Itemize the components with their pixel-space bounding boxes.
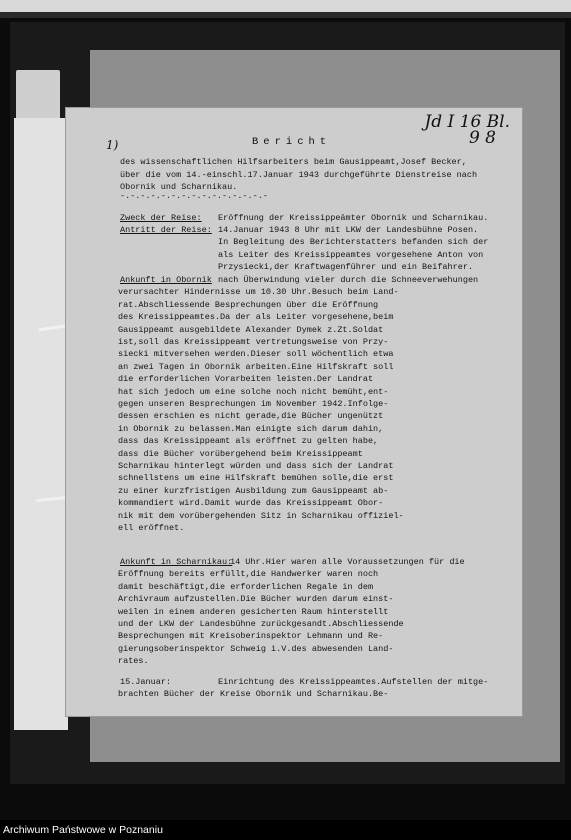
section-text-line: Przysiecki,der Kraftwagenführer und ein Beifahrer. <box>218 262 474 273</box>
section-text-line: des Kreissippeamtes.Da der als Leiter vorgesehene,beim <box>118 312 394 323</box>
archive-footer: Archiwum Państwowe w Poznaniu <box>0 820 571 840</box>
section-text-line: dass das Kreissippeamt als eröffnet zu gelten habe, <box>118 436 379 447</box>
folio-number: 9 8 <box>468 128 496 148</box>
section-text-line: In Begleitung des Berichterstatters befanden sich der <box>218 237 489 248</box>
section-text-line: weilen in einem anderen gesicherten Raum hinterstellt <box>118 606 389 617</box>
section-text-line: Eröffnung der Kreissippeämter Obornik und Scharnikau. <box>218 213 489 223</box>
section-text-line: rat.Abschliessende Besprechungen über die Eröffnung <box>118 299 379 310</box>
section-text-line: dessen erschien es nicht gerade,die Bücher ungenützt <box>118 411 384 422</box>
section-text-line: ell eröffnet. <box>118 523 185 533</box>
document-page <box>66 108 522 716</box>
folio-reference: Jd I 16 Bl. <box>424 112 510 132</box>
section-label: Zweck der Reise: <box>120 213 202 223</box>
section-text-line: Gausippeamt ausgebildete Alexander Dymek z.Zt.Soldat <box>118 324 384 335</box>
section-text-line: Besprechungen mit Kreisoberinspektor Lehmann und Re- <box>118 631 384 642</box>
section-text-line: und der LKW der Landesbühne zurückgesandt.Abschliessende <box>118 619 404 629</box>
section-text-line: in Obornik zu belassen.Man einigte sich darum dahin, <box>118 423 384 434</box>
binding-tab <box>16 70 60 120</box>
document-title: Bericht <box>252 136 332 148</box>
section-text-line: 14 Uhr.Hier waren alle Voraussetzungen für die <box>230 557 465 567</box>
binding-spine <box>14 118 68 730</box>
section-text-line: kommandiert wird.Damit wurde das Kreissippeamt Obor- <box>118 498 384 509</box>
section-text-line: gegen unseren Besprechungen im November 1942.Infolge- <box>118 399 389 409</box>
section-text-line: Archivraum aufzustellen.Die Bücher wurden darum einst- <box>118 594 394 605</box>
folio-annotation <box>424 114 510 146</box>
section-text-line: die erforderlichen Vorarbeiten leisten.Der Landrat <box>118 374 374 385</box>
section-text-line: 14.Januar 1943 8 Uhr mit LKW der Landesbühne Posen. <box>218 225 479 235</box>
section-label: Ankunft in Obornik <box>120 275 212 285</box>
section-text-line: Scharnikau hinterlegt würden und dass sich der Landrat <box>118 461 394 471</box>
section-text-line: zu einer kurzfristigen Ausbildung zum Gausippeamt ab- <box>118 485 389 496</box>
section-label: 15.Januar: <box>120 677 172 687</box>
section-text-line: ist,soll das Kreissippeamt vertretungsweise von Przy- <box>118 337 389 347</box>
section-text-line: an zwei Tagen in Obornik arbeiten.Eine Hilfskraft soll <box>118 361 394 372</box>
section-text-line: rates. <box>118 656 149 667</box>
section-text-line: nik mit dem vorübergehenden Sitz in Scharnikau offiziel- <box>118 510 404 521</box>
document-intro: des wissenschaftlichen Hilfsarbeiters beim Gausippeamt,Josef Becker, über die vom 14.-einschl.17.Januar 1943 durchgeführte Dienstreise nach Obornik und Scharnikau. <box>120 157 478 192</box>
section-text-line: schnellstens um eine Hilfskraft bemühen solle,die erst <box>118 473 394 484</box>
corner-mark: 1) <box>106 138 119 152</box>
section-label: Ankunft in Scharnikau: <box>120 557 233 567</box>
section-label: Antritt der Reise: <box>120 225 212 235</box>
section-text-line: als Leiter des Kreissippeamtes vorgesehene Anton von <box>218 249 484 260</box>
section-text-line: Einrichtung des Kreissippeamtes.Aufstellen der mitge- <box>218 677 489 687</box>
section-text-line: gierungsoberinspektor Schweig i.V.des abwesenden Land- <box>118 643 394 654</box>
section-text-line: damit beschäftigt,die erforderlichen Regale in dem <box>118 581 374 592</box>
section-text-line: verursachter Hindernisse um 10.30 Uhr.Besuch beim Land- <box>118 287 399 298</box>
section-text-line: hat sich jedoch um eine solche noch nicht bemüht,ent- <box>118 386 389 397</box>
separator-line: -.-.-.-.-.-.-.-.-.-.-.-.-.-.- <box>120 191 268 201</box>
section-text-line: siecki mitversehen werden.Dieser soll wöchentlich etwa <box>118 349 394 360</box>
section-text-line: Eröffnung bereits erfüllt,die Handwerker waren noch <box>118 569 379 580</box>
section-text-line: brachten Bücher der Kreise Obornik und Scharnikau.Be- <box>118 689 389 700</box>
top-strip <box>0 0 571 12</box>
section-text-line: dass die Bücher vorübergehend beim Kreissippeamt <box>118 448 363 459</box>
section-text-line: nach Überwindung vieler durch die Schneeverwehungen <box>218 275 479 285</box>
top-strip-dark <box>0 12 571 18</box>
